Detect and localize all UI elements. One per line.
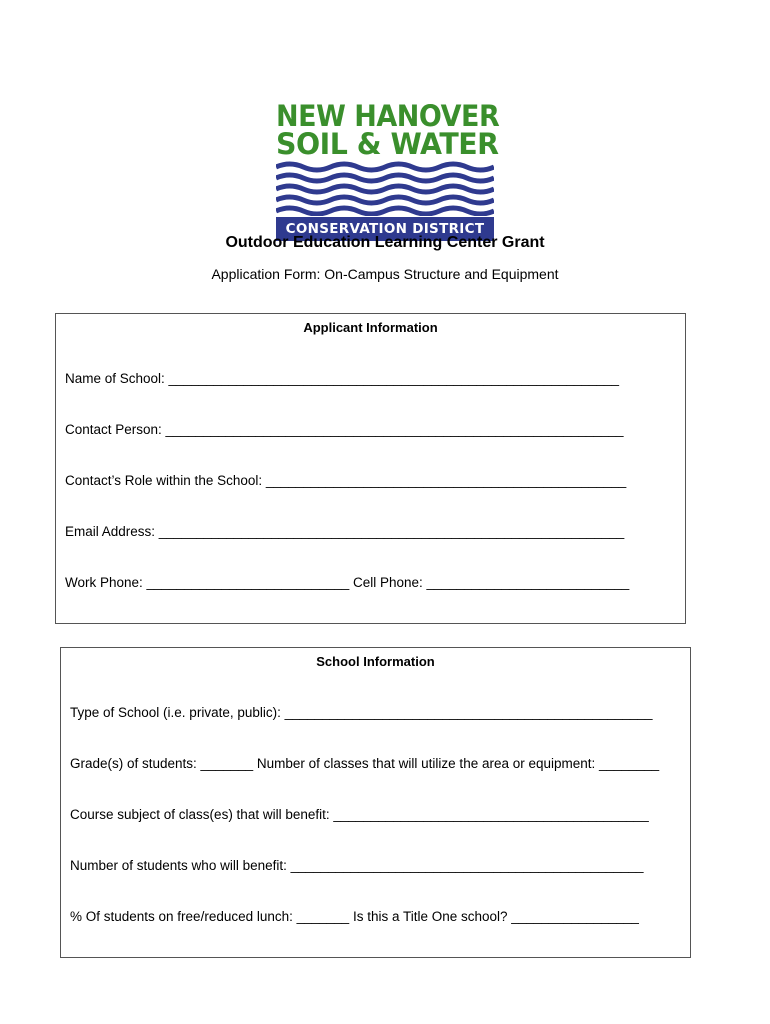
water-waves-icon bbox=[276, 160, 494, 216]
form-title: Outdoor Education Learning Center Grant bbox=[225, 234, 545, 251]
contact-role-field[interactable]: Contact’s Role within the School: ________________________________________________ bbox=[65, 473, 627, 488]
contact-person-field[interactable]: Contact Person: _____________________________________________________________ bbox=[65, 422, 624, 437]
email-address-field[interactable]: Email Address: ______________________________________________________________ bbox=[65, 524, 625, 539]
school-information-section bbox=[60, 647, 691, 958]
school-section-heading: School Information bbox=[316, 654, 435, 669]
lunch-title-one-field[interactable]: % Of students on free/reduced lunch: _______ Is this a Title One school? _________________ bbox=[70, 909, 639, 924]
form-subtitle: Application Form: On-Campus Structure and Equipment bbox=[211, 266, 559, 282]
district-logo bbox=[276, 99, 500, 241]
students-benefit-field[interactable]: Number of students who will benefit: _______________________________________________ bbox=[70, 858, 644, 873]
school-name-field[interactable]: Name of School: ____________________________________________________________ bbox=[65, 371, 620, 386]
school-type-field[interactable]: Type of School (i.e. private, public): _________________________________________________ bbox=[70, 705, 653, 720]
applicant-section-heading: Applicant Information bbox=[303, 320, 438, 335]
course-subject-field[interactable]: Course subject of class(es) that will benefit: __________________________________________ bbox=[70, 807, 649, 822]
logo-line-2: SOIL & WATER bbox=[276, 127, 499, 161]
logo-line-1: NEW HANOVER bbox=[276, 99, 500, 133]
logo-banner: CONSERVATION DISTRICT bbox=[276, 217, 494, 241]
phone-fields[interactable]: Work Phone: ___________________________ Cell Phone: ___________________________ bbox=[65, 575, 630, 590]
grades-classes-field[interactable]: Grade(s) of students: _______ Number of classes that will utilize the area or equipment: ________ bbox=[70, 756, 660, 771]
applicant-information-section bbox=[55, 313, 686, 624]
